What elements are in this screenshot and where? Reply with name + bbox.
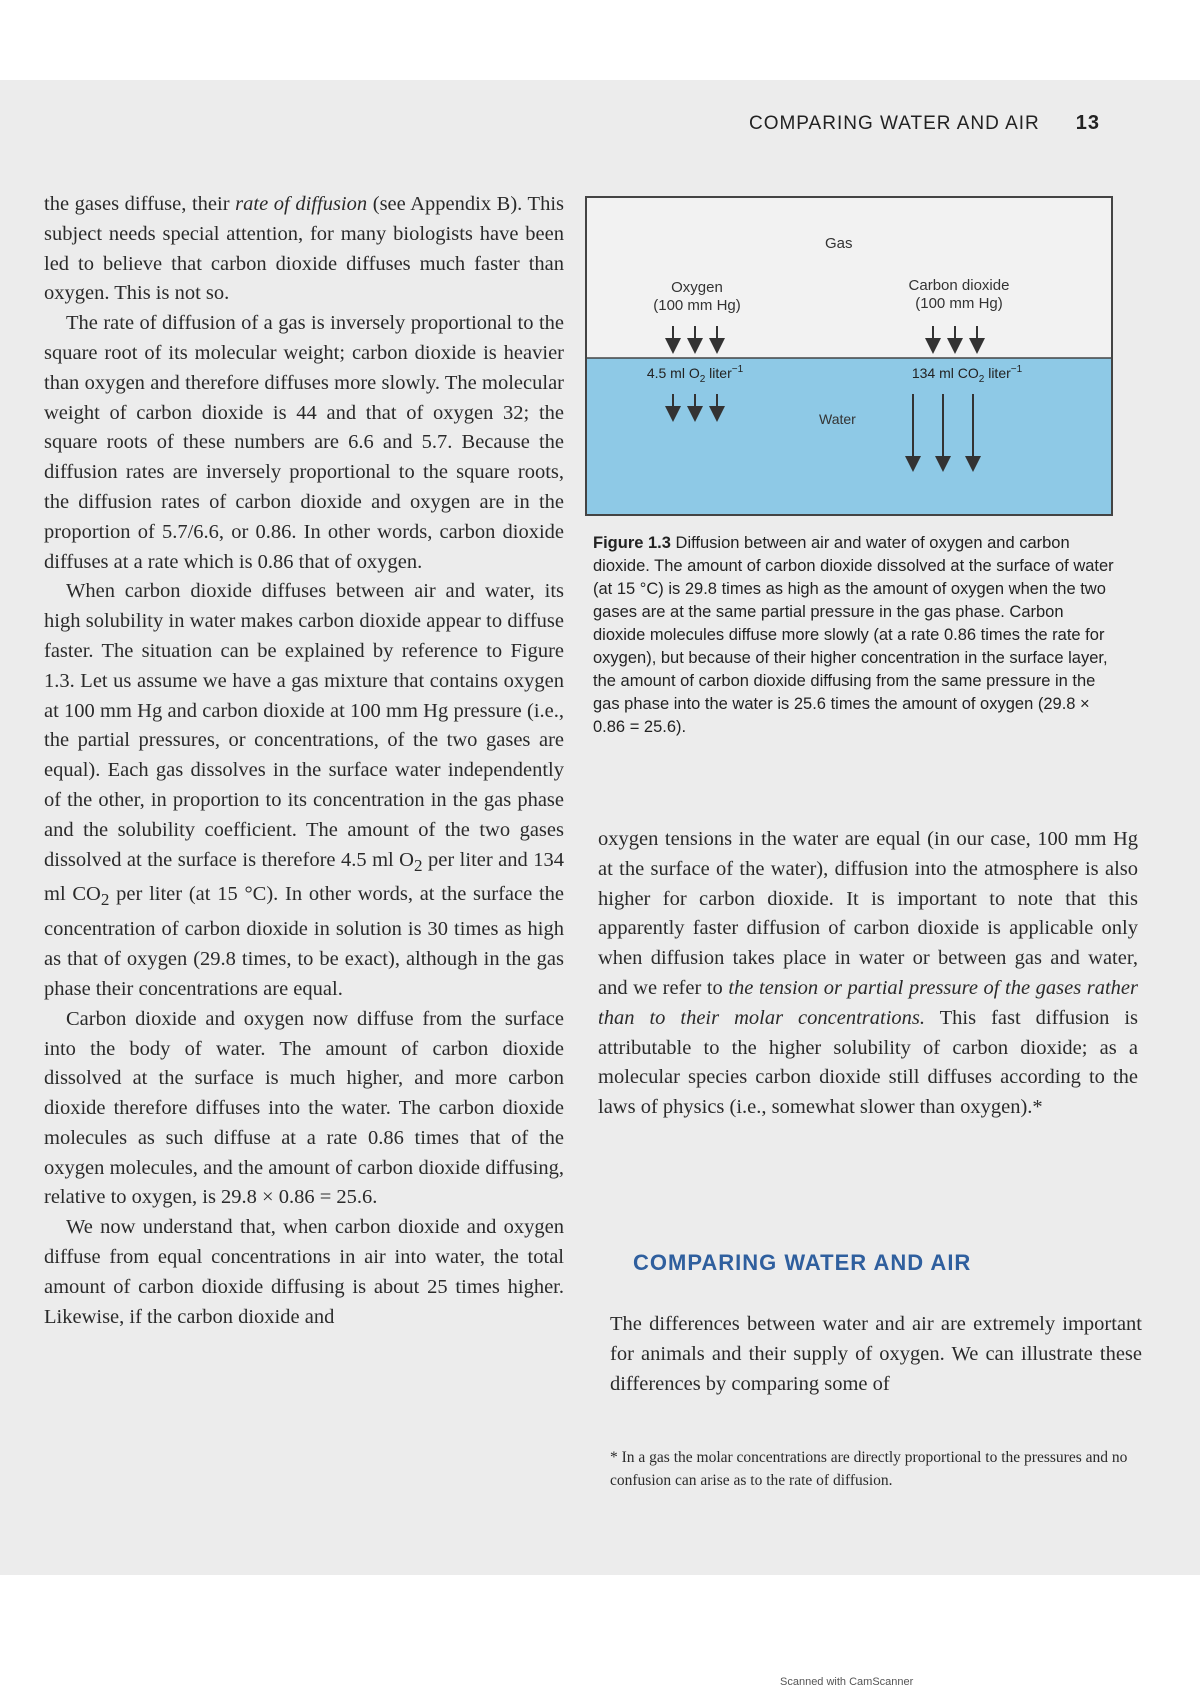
co2-gas-arrows (933, 326, 977, 346)
oxygen-label: Oxygen (671, 279, 723, 296)
text-span: the gases diffuse, their (44, 193, 236, 215)
oxygen-pressure: (100 mm Hg) (653, 297, 741, 314)
subscript: 2 (414, 855, 423, 875)
subscript: 2 (100, 890, 110, 910)
right-column-continued (610, 1310, 1142, 1399)
figure-caption (593, 532, 1115, 739)
text-span: This fast diffusion is attributable to the higher solubility of carbon dioxide; as a molecular species carbon dioxide still diffuses according to the laws of physics (i.e., somewhat slower than oxygen).* (598, 1006, 1138, 1119)
paragraph (44, 577, 564, 1004)
page-number: 13 (1075, 112, 1100, 134)
gas-label: Gas (825, 235, 853, 252)
text-span: When carbon dioxide diffuses between air and water, its high solubility in water makes carbon dioxide appear to diffuse faster. The situation can be explained by reference to Figure 1.3. Let us assume we have a gas mixture that contains oxygen at 100 mm Hg and carbon dioxide at 100 mm Hg pressure (i.e., the partial pressures, or concentrations, of the two gases are equal). Each gas dissolves in the surface water independently of the other, in proportion to its concentration in the gas phase and the solubility coefficient. The amount of the two gases dissolved at the surface is therefore 4.5 ml O (44, 580, 564, 871)
footnote: * In a gas the molar concentrations are directly proportional to the pressures and no confusion can arise as to the rate of diffusion. (610, 1449, 1128, 1489)
text-span: oxygen tensions in the water are equal (in our case, 100 mm Hg at the surface of the water), diffusion into the atmosphere is also higher for carbon dioxide. It is important to note that this apparently faster diffusion of carbon dioxide is applicable only when diffusion takes place in water or between gas and water, and we refer to (598, 828, 1138, 999)
running-title: COMPARING WATER AND AIR (748, 113, 1040, 134)
co2-label: Carbon dioxide (908, 277, 1010, 294)
co2-concentration: 134 ml $CO_2$ liter$^{-1}$ (911, 364, 1023, 385)
paragraph: The rate of diffusion of a gas is inversely proportional to the square root of its molecular weight; carbon dioxide is heavier than oxygen and therefore diffuses more slowly. The molecular weight of carbon dioxide is 44 and that of oxygen 32; the square roots of these numbers are 6.6 and 5.7. Because the diffusion rates are inversely proportional to the square roots, the diffusion rates of carbon dioxide and oxygen are in the proportion of 5.7/6.6, or 0.86. In other words, carbon dioxide diffuses at a rate which is 0.86 that of oxygen. (44, 312, 564, 573)
text-span: per liter and 134 ml CO (44, 848, 564, 906)
oxygen-concentration: 4.5 ml $O_2$ liter$^{-1}$ (646, 364, 744, 385)
paragraph: Carbon dioxide and oxygen now diffuse from the surface into the body of water. The amount of carbon dioxide dissolved at the surface is much higher, and more carbon dioxide therefore diffuses into the water. The carbon dioxide molecules as such diffuse at a rate 0.86 times that of the oxygen molecules, and the amount of carbon dioxide diffusing, relative to oxygen, is 29.8 × 0.86 = 25.6. (44, 1007, 564, 1209)
diffusion-diagram (587, 198, 1111, 514)
paragraph: We now understand that, when carbon dioxide and oxygen diffuse from equal concentrations in air into water, the total amount of carbon dioxide diffusing is about 25 times higher. Likewise, if the carbon dioxide and (44, 1216, 564, 1328)
running-header (749, 112, 1100, 135)
paragraph (598, 825, 1138, 1123)
water-region (587, 358, 1111, 514)
paragraph (44, 190, 564, 309)
figure-1-3 (585, 196, 1113, 516)
scanner-watermark: Scanned with CamScanner (780, 1676, 914, 1688)
caption-text: Diffusion between air and water of oxygen and carbon dioxide. The amount of carbon dioxide dissolved at the surface of water (at 15 °C) is 29.8 times as high as the amount of oxygen when the two gases are at the same partial pressure in the gas phase. Carbon dioxide molecules diffuse more slowly (at a rate 0.86 times the rate for oxygen), but because of their higher concentration in the surface layer, the amount of carbon dioxide diffusing from the same pressure in the gas phase into the water is 25.6 times the amount of oxygen (29.8 × 0.86 = 25.6). (593, 534, 1114, 736)
emphasis: rate of diffusion (235, 193, 368, 215)
co2-pressure: (100 mm Hg) (915, 295, 1003, 312)
right-column (598, 825, 1138, 1123)
emphasis: the tension or partial pressure of the gases rather than to their molar concentrations. (598, 976, 1138, 1029)
figure-label: Figure 1.3 (593, 534, 671, 552)
section-heading: COMPARING WATER AND AIR (633, 1250, 972, 1275)
water-label: Water (819, 411, 856, 427)
paragraph: The differences between water and air are extremely important for animals and their supply of oxygen. We can illustrate these differences by comparing some of (610, 1313, 1142, 1395)
oxygen-gas-arrows (673, 326, 717, 346)
text-span: per liter (at 15 °C). In other words, at the surface the concentration of carbon dioxide in solution is 30 times as high as that of oxygen (29.8 times, to be exact), although in the gas phase their concentrations are equal. (44, 883, 565, 1000)
text-span: (see Appendix B). This subject needs special attention, for many biologists have been led to believe that carbon dioxide diffuses much faster than oxygen. This is not so. (44, 193, 565, 305)
left-column (44, 190, 564, 1332)
